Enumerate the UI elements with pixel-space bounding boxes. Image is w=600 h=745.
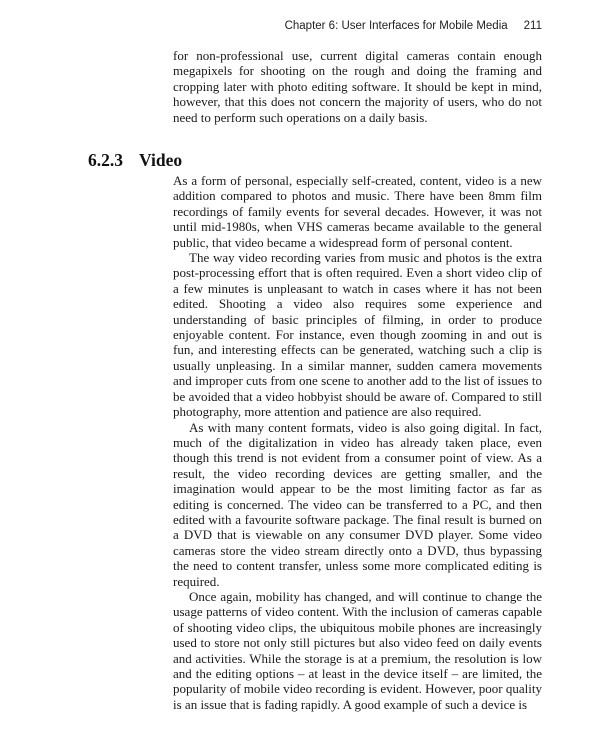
chapter-title: Chapter 6: User Interfaces for Mobile Media [284,20,508,32]
section-body [173,173,542,712]
paragraph-3: As with many content formats, video is also going digital. In fact, much of the digitalization in video has already taken place, even though this trend is not evident from a consumer point of view. As a result, the video recording devices are getting smaller, and the imagination would appear to be the most limiting factor as far as editing is concerned. The video can be transferred to a PC, and then edited with a favourite software package. The final result is burned on a DVD that is viewable on any consumer DVD player. Some video cameras store the video stream directly onto a DVD, thus bypassing the need to content transfer, unless some more complicated editing is required. [173,419,542,589]
section-heading [88,150,182,171]
paragraph-1: As a form of personal, especially self-created, content, video is a new addition compared to photos and music. There have been 8mm film recordings of family events for several decades. However, it was not until mid-1980s, when VHS cameras became available to the general public, that video became a widespread form of personal content. [173,173,542,250]
paragraph-intro: for non-professional use, current digital cameras contain enough megapixels for shooting on the rough and doing the framing and cropping later with photo editing software. It should be kept in mind, however, that this does not concern the majority of users, who do not need to perform such operations on a daily basis. [173,48,542,125]
running-head [284,20,542,32]
paragraph-4: Once again, mobility has changed, and will continue to change the usage patterns of video content. With the inclusion of cameras capable of shooting video clips, the ubiquitous mobile phones are increasingly used to store not only still pictures but also video feed on daily events and activities. While the storage is at a premium, the resolution is low and the editing options – at least in the device itself – are limited, the popularity of mobile video recording is evident. However, poor quality is an issue that is fading rapidly. A good example of such a device is [173,588,542,712]
section-title: Video [139,150,183,170]
section-number: 6.2.3 [88,150,123,170]
continued-paragraph-block [173,48,542,125]
page-number: 211 [523,20,542,32]
paragraph-2: The way video recording varies from music and photos is the extra post-processing effort that is often required. Even a short video clip of a few minutes is unpleasant to watch in cases where it has not been edited. Shooting a video also requires some experience and understanding of basic principles of filming, in order to produce enjoyable content. For instance, even though zooming in and out is fun, and interesting effects can be generated, watching such a clip is usually unpleasing. In a similar manner, sudden camera movements and improper cuts from one scene to another add to the list of issues to be avoided that a video hobbyist should be aware of. Compared to still photography, more attention and patience are also required. [173,250,542,420]
